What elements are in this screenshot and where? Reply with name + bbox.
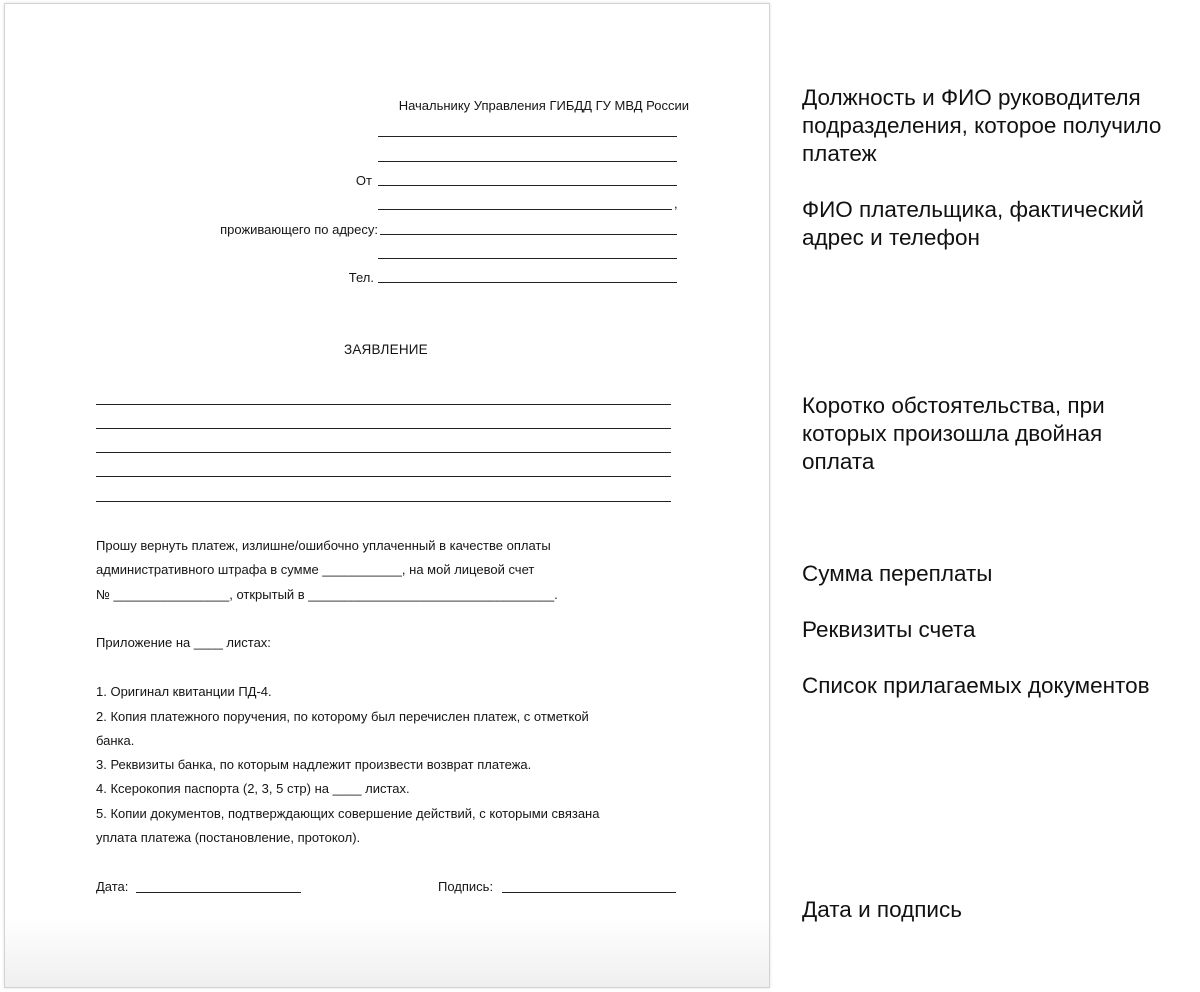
circumstances-line-4 xyxy=(96,476,671,477)
date-label: Дата: xyxy=(96,879,129,894)
circumstances-line-1 xyxy=(96,404,671,405)
address-blank-2 xyxy=(378,258,677,259)
circumstances-line-2 xyxy=(96,428,671,429)
annotation-account: Реквизиты счета xyxy=(802,617,976,642)
addressee-line: Начальнику Управления ГИБДД ГУ МВД России xyxy=(398,98,689,113)
phone-label: Тел. xyxy=(348,270,374,285)
circumstances-line-5 xyxy=(96,501,671,502)
phone-blank xyxy=(378,282,677,283)
from-blank-1 xyxy=(378,185,677,186)
application-form-page xyxy=(4,3,770,988)
attachment-item: 3. Реквизиты банка, по которым надлежит произвести возврат платежа. xyxy=(96,757,532,772)
annotation-documents: Список прилагаемых документов xyxy=(802,673,1150,698)
annotation-head: Должность и ФИО руководителя подразделения, которое получило платеж xyxy=(802,85,1162,166)
attachment-item: 5. Копии документов, подтверждающих совершение действий, с которыми связана xyxy=(96,806,600,821)
annotation-circumstances: Коротко обстоятельства, при которых произошла двойная оплата xyxy=(802,393,1105,474)
annotation-overpayment: Сумма переплаты xyxy=(802,561,993,586)
request-line-1: Прошу вернуть платеж, излишне/ошибочно уплаченный в качестве оплаты xyxy=(96,538,551,553)
request-line-3: № ________________, открытый в __________________________________. xyxy=(96,587,558,602)
attachment-item: 1. Оригинал квитанции ПД-4. xyxy=(96,684,272,699)
attachment-item: 2. Копия платежного поручения, по которому был перечислен платеж, с отметкой xyxy=(96,709,589,724)
addressee-blank-2 xyxy=(378,161,677,162)
annotation-date-signature: Дата и подпись xyxy=(802,897,962,922)
address-label: проживающего по адресу: xyxy=(220,222,378,237)
request-line-2: административного штрафа в сумме ___________, на мой лицевой счет xyxy=(96,562,535,577)
attachment-item: 4. Ксерокопия паспорта (2, 3, 5 стр) на ____ листах. xyxy=(96,781,410,796)
from-label: От xyxy=(355,173,372,188)
signature-label: Подпись: xyxy=(438,879,494,894)
date-blank xyxy=(136,892,301,893)
signature-blank xyxy=(502,892,676,893)
from-blank-2 xyxy=(378,209,672,210)
circumstances-line-3 xyxy=(96,452,671,453)
page-bottom-shadow xyxy=(5,917,769,987)
address-blank-1 xyxy=(380,234,677,235)
from-comma: , xyxy=(674,196,678,211)
attachment-label: Приложение на ____ листах: xyxy=(96,635,271,650)
document-title: ЗАЯВЛЕНИЕ xyxy=(344,342,428,357)
addressee-blank-1 xyxy=(378,136,677,137)
attachment-item: банка. xyxy=(96,733,135,748)
attachment-item: уплата платежа (постановление, протокол). xyxy=(96,830,361,845)
annotation-payer: ФИО плательщика, фактический адрес и телефон xyxy=(802,197,1144,250)
